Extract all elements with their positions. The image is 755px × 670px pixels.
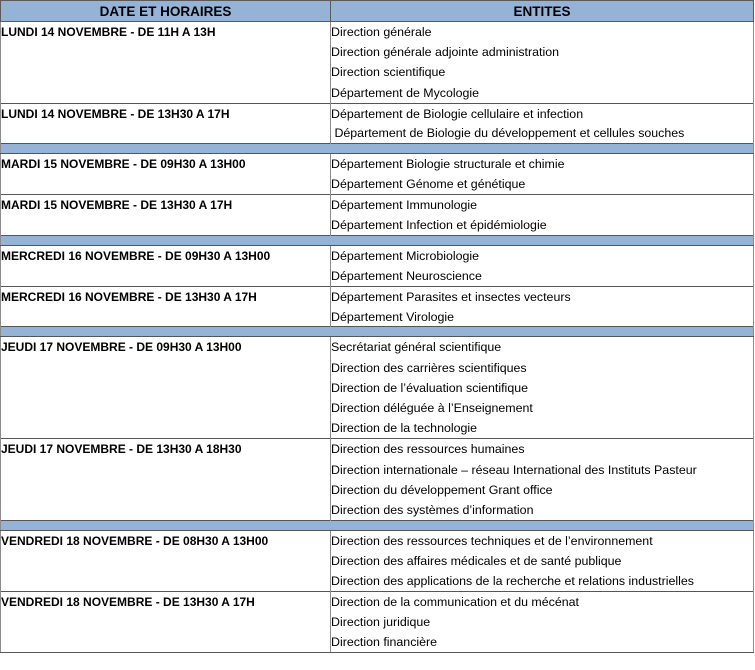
session-date-empty (1, 459, 331, 479)
entity-name: Direction des systèmes d’information (331, 500, 754, 520)
day-separator (1, 235, 754, 245)
table-row (1, 307, 754, 327)
session-date-empty (1, 266, 331, 286)
entity-name: Direction générale adjointe administration (331, 42, 754, 62)
entity-column-header: ENTITES (331, 1, 754, 22)
entity-name: Département de Mycologie (331, 83, 754, 103)
session-date: MERCREDI 16 NOVEMBRE - DE 09H30 A 13H00 (1, 245, 331, 265)
session-date-empty (1, 571, 331, 591)
entity-name: Direction des applications de la recherche et relations industrielles (331, 571, 754, 591)
entity-name: Département Microbiologie (331, 245, 754, 265)
entity-name: Direction générale (331, 22, 754, 42)
session-date-empty (1, 215, 331, 235)
session-date: VENDREDI 18 NOVEMBRE - DE 13H30 A 17H (1, 592, 331, 612)
entity-name: Direction du développement Grant office (331, 480, 754, 500)
entity-name: Département Génome et génétique (331, 174, 754, 194)
entity-name: Département Neuroscience (331, 266, 754, 286)
day-separator-bar (1, 520, 754, 530)
date-column-header: DATE ET HORAIRES (1, 1, 331, 22)
entity-name: Département Parasites et insectes vecteurs (331, 286, 754, 306)
day-separator (1, 520, 754, 530)
entity-name: Département Infection et épidémiologie (331, 215, 754, 235)
table-row (1, 419, 754, 439)
session-date-empty (1, 123, 331, 143)
day-separator-bar (1, 327, 754, 337)
session-date-empty (1, 174, 331, 194)
session-date-empty (1, 378, 331, 398)
day-separator-bar (1, 235, 754, 245)
table-row (1, 154, 754, 174)
entity-name: Direction déléguée à l’Enseignement (331, 398, 754, 418)
entity-name: Direction financière (331, 632, 754, 652)
table-row (1, 103, 754, 123)
session-date-empty (1, 307, 331, 327)
session-date: JEUDI 17 NOVEMBRE - DE 09H30 A 13H00 (1, 337, 331, 357)
session-date: LUNDI 14 NOVEMBRE - DE 11H A 13H (1, 22, 331, 42)
table-row (1, 632, 754, 652)
table-row (1, 42, 754, 62)
session-date-empty (1, 632, 331, 652)
entity-name: Département de Biologie cellulaire et infection (331, 103, 754, 123)
table-row (1, 62, 754, 82)
entity-name: Direction de la technologie (331, 419, 754, 439)
session-date-empty (1, 612, 331, 632)
table-row (1, 123, 754, 143)
session-date-empty (1, 419, 331, 439)
table-row (1, 286, 754, 306)
day-separator-bar (1, 144, 754, 154)
table-row (1, 480, 754, 500)
table-row (1, 22, 754, 42)
header-row (1, 1, 754, 22)
table-row (1, 592, 754, 612)
table-row (1, 612, 754, 632)
table-row (1, 439, 754, 459)
session-date-empty (1, 500, 331, 520)
table-row (1, 337, 754, 357)
entity-name: Direction scientifique (331, 62, 754, 82)
entity-name: Direction de l’évaluation scientifique (331, 378, 754, 398)
table-row (1, 500, 754, 520)
session-date-empty (1, 398, 331, 418)
session-date: VENDREDI 18 NOVEMBRE - DE 08H30 A 13H00 (1, 530, 331, 550)
table-row (1, 398, 754, 418)
entity-name: Département Biologie structurale et chimie (331, 154, 754, 174)
table-row (1, 266, 754, 286)
table-row (1, 195, 754, 215)
session-date: MARDI 15 NOVEMBRE - DE 09H30 A 13H00 (1, 154, 331, 174)
table-row (1, 245, 754, 265)
entity-name: Direction des carrières scientifiques (331, 357, 754, 377)
session-date-empty (1, 551, 331, 571)
table-row (1, 571, 754, 591)
session-date-empty (1, 42, 331, 62)
entity-name: Direction de la communication et du mécénat (331, 592, 754, 612)
entity-name: Direction juridique (331, 612, 754, 632)
table-row (1, 357, 754, 377)
entity-name: Direction internationale – réseau International des Instituts Pasteur (331, 459, 754, 479)
entity-name: Département Virologie (331, 307, 754, 327)
entity-name: Direction des affaires médicales et de santé publique (331, 551, 754, 571)
table-row (1, 215, 754, 235)
table-row (1, 174, 754, 194)
session-date-empty (1, 480, 331, 500)
table-row (1, 83, 754, 103)
entity-name: Secrétariat général scientifique (331, 337, 754, 357)
session-date: JEUDI 17 NOVEMBRE - DE 13H30 A 18H30 (1, 439, 331, 459)
table-row (1, 459, 754, 479)
table-row (1, 530, 754, 550)
session-date-empty (1, 83, 331, 103)
schedule-body (1, 22, 754, 653)
session-date-empty (1, 357, 331, 377)
session-date: MARDI 15 NOVEMBRE - DE 13H30 A 17H (1, 195, 331, 215)
entity-name: Direction des ressources humaines (331, 439, 754, 459)
table-row (1, 551, 754, 571)
day-separator (1, 327, 754, 337)
entity-name: Direction des ressources techniques et de l’environnement (331, 530, 754, 550)
table-row (1, 378, 754, 398)
session-date: MERCREDI 16 NOVEMBRE - DE 13H30 A 17H (1, 286, 331, 306)
day-separator (1, 144, 754, 154)
session-date-empty (1, 62, 331, 82)
entity-name: Département Immunologie (331, 195, 754, 215)
entity-name: Département de Biologie du développement et cellules souches (331, 123, 754, 143)
session-date: LUNDI 14 NOVEMBRE - DE 13H30 A 17H (1, 103, 331, 123)
